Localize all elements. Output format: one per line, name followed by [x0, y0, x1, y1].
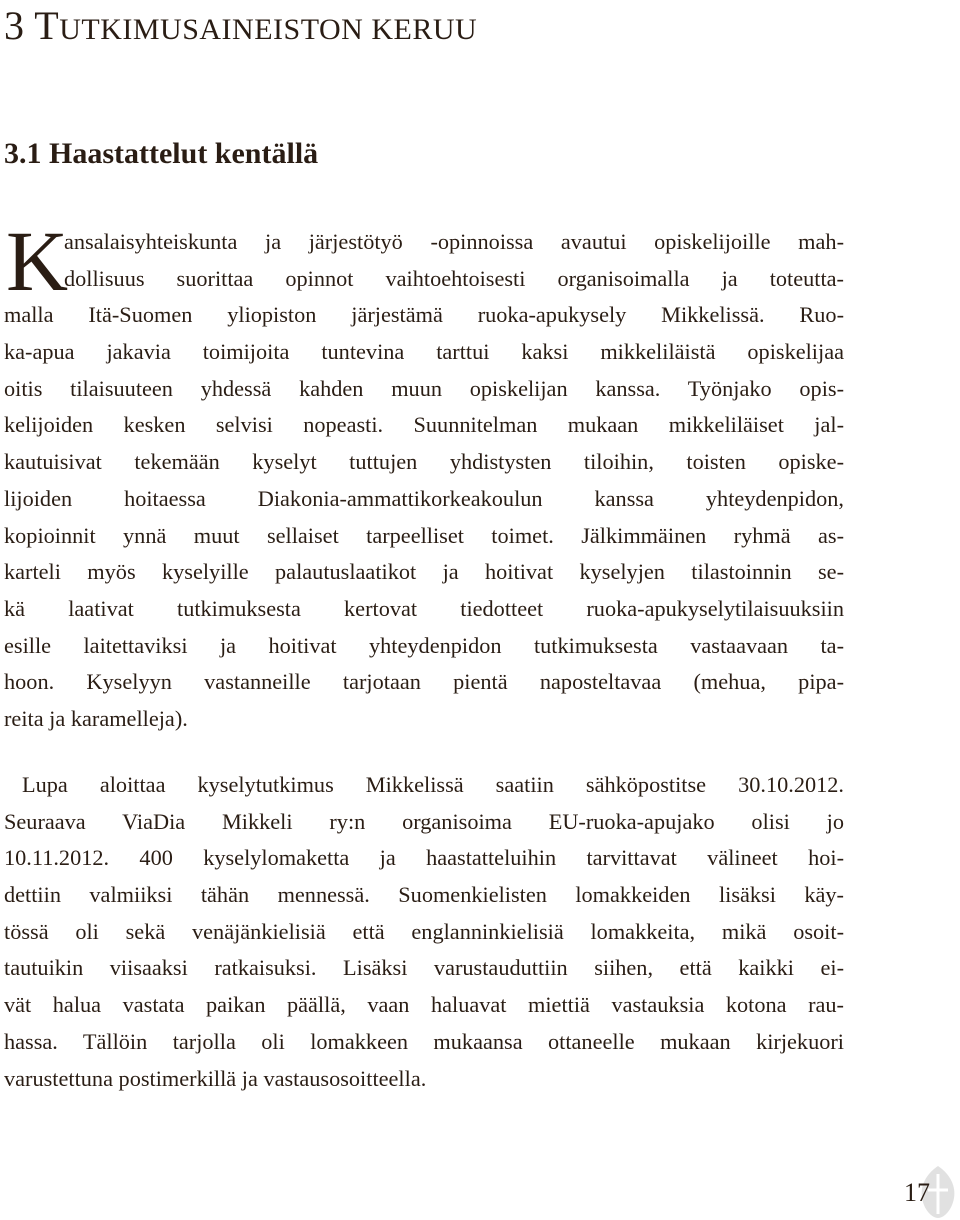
paragraph-line: dollisuus suorittaa opinnot vaihtoehtoisesti organisoimalla ja toteutta- — [64, 265, 844, 291]
paragraph-line: oitis tilaisuuteen yhdessä kahden muun opiskelijan kanssa. Työnjako opis- — [4, 375, 844, 401]
paragraph-line: kopioinnit ynnä muut sellaiset tarpeelliset toimet. Jälkimmäinen ryhmä as- — [4, 522, 844, 548]
drop-cap: K — [6, 213, 69, 309]
paragraph-line: esille laitettaviksi ja hoitivat yhteydenpidon tutkimuksesta vastaavaan ta- — [4, 632, 844, 658]
paragraph-line: karteli myös kyselyille palautuslaatikot ja hoitivat kyselyjen tilastoinnin se- — [4, 559, 844, 585]
paragraph-line: vät halua vastata paikan päällä, vaan haluavat miettiä vastauksia kotona rau- — [4, 992, 844, 1018]
chapter-number: 3 — [4, 3, 25, 48]
paragraph-line: kä laativat tutkimuksesta kertovat tiedotteet ruoka-apukyselytilaisuuksiin — [4, 595, 844, 621]
paragraph-1 — [4, 213, 844, 738]
chapter-title-initial: T — [34, 3, 60, 48]
paragraph-line: tössä oli sekä venäjänkielisiä että englanninkielisiä lomakkeita, mikä osoit- — [4, 918, 844, 944]
paragraph-2 — [4, 767, 844, 1097]
paragraph-line: ansalaisyhteiskunta ja järjestötyö -opinnoissa avautui opiskelijoille mah- — [64, 229, 844, 254]
paragraph-line: 10.11.2012. 400 kyselylomaketta ja haastatteluihin tarvittavat välineet hoi- — [4, 845, 844, 871]
paragraph-line: hassa. Tällöin tarjolla oli lomakkeen mukaansa ottaneelle mukaan kirjekuori — [4, 1028, 844, 1054]
paragraph-line: tautuikin viisaaksi ratkaisuksi. Lisäksi varustauduttiin siihen, että kaikki ei- — [4, 955, 844, 981]
paragraph-line: reita ja karamelleja). — [4, 705, 188, 731]
paragraph-line: malla Itä-Suomen yliopiston järjestämä ruoka-apukysely Mikkelissä. Ruo- — [4, 302, 844, 328]
paragraph-line: varustettuna postimerkillä ja vastausosoitteella. — [4, 1065, 427, 1091]
paragraph-line: dettiin valmiiksi tähän mennessä. Suomenkielisten lomakkeiden lisäksi käy- — [4, 882, 844, 908]
paragraph-line: kautuisivat tekemään kyselyt tuttujen yhdistysten tiloihin, toisten opiske- — [4, 449, 844, 475]
chapter-title — [4, 2, 477, 54]
chapter-title-rest: UTKIMUSAINEISTON KERUU — [59, 13, 478, 46]
paragraph-line: ka-apua jakavia toimijoita tuntevina tarttui kaksi mikkeliläistä opiskelijaa — [4, 339, 844, 365]
page-number: 17 — [904, 1178, 930, 1207]
paragraph-line: lijoiden hoitaessa Diakonia-ammattikorkeakoulun kanssa yhteydenpidon, — [4, 485, 844, 511]
paragraph-line: hoon. Kyselyyn vastanneille tarjotaan pientä naposteltavaa (mehua, pipa- — [4, 669, 844, 695]
section-title: 3.1 Haastattelut kentällä — [4, 137, 319, 170]
paragraph-line: Lupa aloittaa kyselytutkimus Mikkelissä saatiin sähköpostitse 30.10.2012. — [22, 772, 844, 797]
paragraph-line: Seuraava ViaDia Mikkeli ry:n organisoima EU-ruoka-apujako olisi jo — [4, 808, 844, 834]
paragraph-line: kelijoiden kesken selvisi nopeasti. Suunnitelman mukaan mikkeliläiset jal- — [4, 412, 844, 438]
